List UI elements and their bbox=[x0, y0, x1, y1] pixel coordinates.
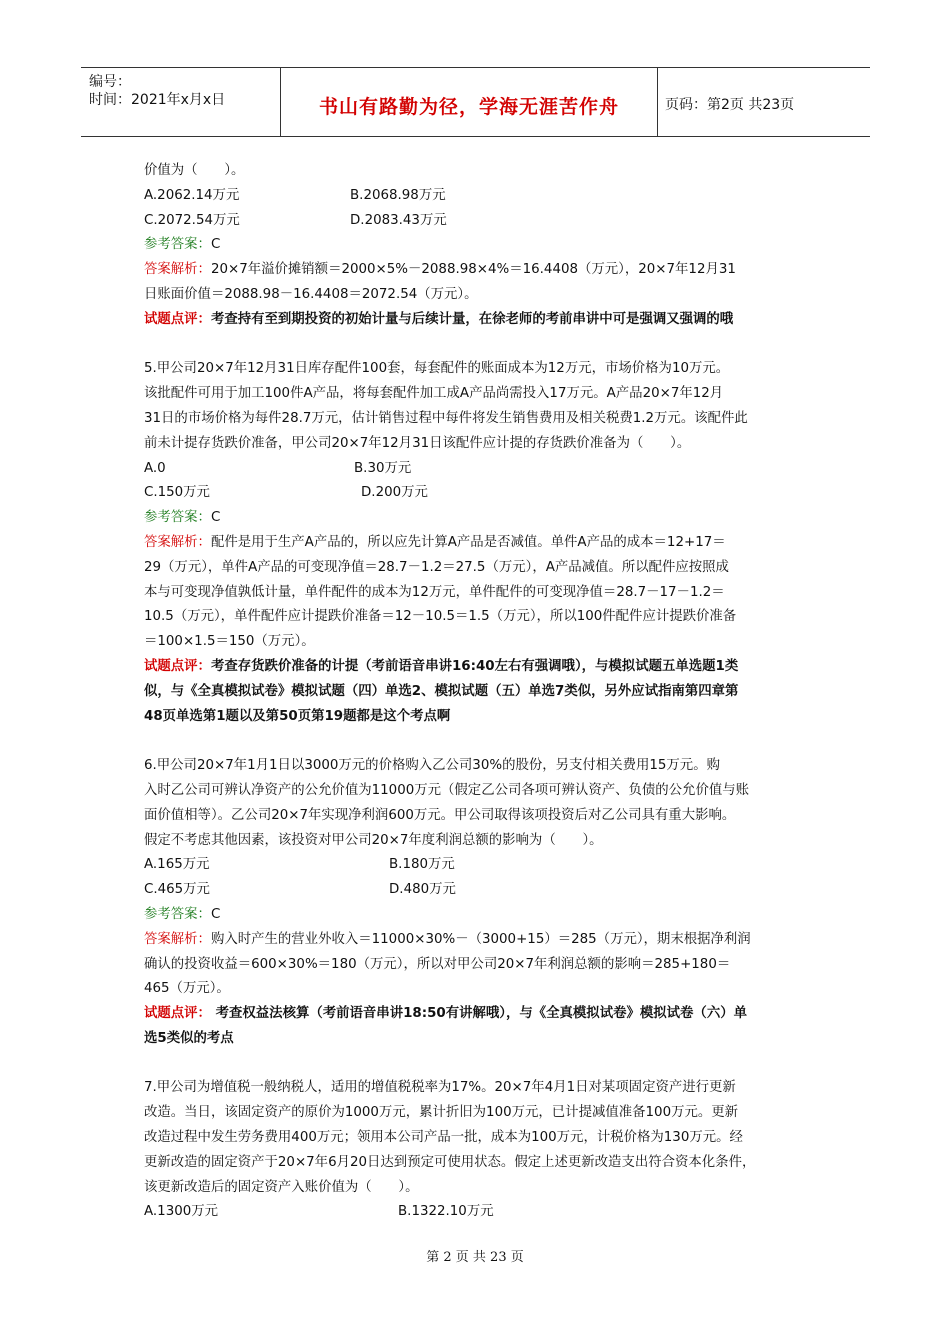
q7-stem-line: 改造。当日，该固定资产的原价为1000万元，累计折旧为100万元，已计提减值准备100万元。更新 bbox=[144, 1105, 739, 1121]
q7-stem-line: 改造过程中发生劳务费用400万元；领用本公司产品一批，成本为100万元，计税价格为130万元。经 bbox=[144, 1130, 743, 1146]
motto: 书山有路勤为径，学海无涯苦作舟 bbox=[318, 96, 619, 118]
q4-options-cd bbox=[144, 209, 814, 234]
q6-comment-line: 选5类似的考点 bbox=[144, 1030, 234, 1046]
header-page-info: 页码：第2页 共23页 bbox=[665, 97, 795, 113]
q4-option-c: C.2072.54万元 bbox=[144, 212, 240, 228]
q4-option-d: D.2083.43万元 bbox=[350, 212, 447, 228]
answer-value: C bbox=[210, 237, 221, 253]
header-motto-cell bbox=[281, 68, 658, 136]
q6-explain-line: 确认的投资收益＝600×30%＝180（万元），所以对甲公司20×7年利润总额的影响＝285+180＝ bbox=[144, 956, 731, 972]
date-line: 时间：2021年x月x日 bbox=[89, 92, 226, 108]
q6-options-cd bbox=[144, 878, 814, 903]
q6-option-a: A.165万元 bbox=[144, 857, 210, 873]
q5-answer bbox=[144, 506, 814, 531]
q6-option-c: C.465万元 bbox=[144, 882, 210, 898]
explain-label: 答案解析： bbox=[144, 931, 211, 947]
q5-explain-line bbox=[144, 531, 814, 556]
q4-option-a: A.2062.14万元 bbox=[144, 187, 240, 203]
q4-explain-line: 日账面价值＝2088.98－16.4408＝2072.54（万元）。 bbox=[144, 286, 478, 302]
q4-option-b: B.2068.98万元 bbox=[350, 187, 446, 203]
q6-options-ab bbox=[144, 853, 814, 878]
explain-text: 20×7年溢价摊销额＝2000×5%－2088.98×4%＝16.4408（万元），20×7年12月31 bbox=[210, 262, 736, 278]
q5-stem-line: 5.甲公司20×7年12月31日库存配件100套，每套配件的账面成本为12万元，市场价格为10万元。 bbox=[144, 361, 730, 377]
q6-answer bbox=[144, 903, 814, 928]
q7-option-b: B.1322.10万元 bbox=[398, 1204, 494, 1220]
q6-stem-line: 面价值相等）。乙公司20×7年实现净利润600万元。甲公司取得该项投资后对乙公司具有重大影响。 bbox=[144, 807, 736, 823]
q6-comment bbox=[144, 1002, 814, 1027]
q5-stem-line: 前未计提存货跌价准备，甲公司20×7年12月31日该配件应计提的存货跌价准备为（ ）。 bbox=[144, 435, 691, 451]
page-header bbox=[81, 67, 870, 137]
explain-label: 答案解析： bbox=[144, 534, 211, 550]
q5-comment-line: 48页单选第1题以及第50页第19题都是这个考点啊 bbox=[144, 708, 451, 724]
q6-stem-line: 6.甲公司20×7年1月1日以3000万元的价格购入乙公司30%的股份，另支付相关费用15万元。购 bbox=[144, 758, 720, 774]
q7-stem-line: 7.甲公司为增值税一般纳税人，适用的增值税税率为17%。20×7年4月1日对某项固定资产进行更新 bbox=[144, 1080, 736, 1096]
q5-explain-line: 10.5（万元），单件配件应计提跌价准备＝12－10.5＝1.5（万元），所以100件配件应计提跌价准备 bbox=[144, 609, 737, 625]
q5-stem-line: 31日的市场价格为每件28.7万元，估计销售过程中每件将发生销售费用及相关税费1.2万元。该配件此 bbox=[144, 410, 748, 426]
q5-explain-line: 本与可变现净值孰低计量，单件配件的成本为12万元，单件配件的可变现净值＝28.7－17－1.2＝ bbox=[144, 584, 725, 600]
answer-value: C bbox=[210, 906, 221, 922]
comment-label: 试题点评： bbox=[144, 311, 211, 327]
q4-explain-line bbox=[144, 258, 814, 283]
q5-option-b: B.30万元 bbox=[354, 460, 412, 476]
q5-option-a: A.0 bbox=[144, 460, 166, 476]
q6-explain-line: 465（万元）。 bbox=[144, 981, 230, 997]
q5-comment bbox=[144, 655, 814, 680]
document-body bbox=[144, 159, 814, 1225]
q4-answer bbox=[144, 233, 814, 258]
q7-stem-line: 该更新改造后的固定资产入账价值为（ ）。 bbox=[144, 1179, 419, 1195]
comment-label: 试题点评： bbox=[144, 658, 211, 674]
q4-stem-end: 价值为（ ）。 bbox=[144, 163, 245, 178]
answer-label: 参考答案： bbox=[144, 510, 211, 526]
q6-option-b: B.180万元 bbox=[389, 857, 455, 873]
comment-text: 考查持有至到期投资的初始计量与后续计量，在徐老师的考前串讲中可是强调又强调的哦 bbox=[210, 311, 734, 327]
answer-value: C bbox=[210, 510, 221, 526]
comment-label: 试题点评： bbox=[144, 1006, 211, 1022]
answer-label: 参考答案： bbox=[144, 906, 211, 922]
q5-options-ab bbox=[144, 457, 814, 482]
answer-label: 参考答案： bbox=[144, 237, 211, 253]
q5-stem-line: 该批配件可用于加工100件A产品，将每套配件加工成A产品尚需投入17万元。A产品20×7年12月 bbox=[144, 386, 724, 402]
q4-options-ab bbox=[144, 184, 814, 209]
q7-options-ab bbox=[144, 1200, 814, 1225]
q6-stem-line: 假定不考虑其他因素，该投资对甲公司20×7年度利润总额的影响为（ ）。 bbox=[144, 832, 603, 848]
q6-stem-line: 入时乙公司可辨认净资产的公允价值为11000万元（假定乙公司各项可辨认资产、负债的公允价值与账 bbox=[144, 782, 750, 798]
explain-label: 答案解析： bbox=[144, 262, 211, 278]
q5-option-c: C.150万元 bbox=[144, 485, 210, 501]
q6-explain-line bbox=[144, 928, 814, 953]
q5-option-d: D.200万元 bbox=[361, 485, 428, 501]
comment-text: 考查存货跌价准备的计提（考前语音串讲16:40左右有强调哦），与模拟试题五单选题1类 bbox=[210, 658, 739, 674]
q5-options-cd bbox=[144, 481, 814, 506]
q7-stem-line: 更新改造的固定资产于20×7年6月20日达到预定可使用状态。假定上述更新改造支出符合资本化条件， bbox=[144, 1154, 756, 1170]
q5-explain-line: ＝100×1.5＝150（万元）。 bbox=[144, 634, 315, 650]
explain-text: 配件是用于生产A产品的，所以应先计算A产品是否减值。单件A产品的成本＝12+17＝ bbox=[210, 534, 726, 550]
header-meta-cell bbox=[81, 68, 281, 136]
q7-option-a: A.1300万元 bbox=[144, 1204, 219, 1220]
q6-option-d: D.480万元 bbox=[389, 882, 456, 898]
q5-comment-line: 似，与《全真模拟试卷》模拟试题（四）单选2、模拟试题（五）单选7类似，另外应试指南第四章第 bbox=[144, 683, 739, 699]
explain-text: 购入时产生的营业外收入＝11000×30%－（3000+15）＝285（万元），期末根据净利润 bbox=[210, 931, 751, 947]
q5-explain-line: 29（万元），单件A产品的可变现净值＝28.7－1.2＝27.5（万元），A产品减值。所以配件应按照成 bbox=[144, 559, 729, 575]
serial-label: 编号： bbox=[89, 74, 131, 90]
q4-comment bbox=[144, 308, 814, 333]
comment-text: 考查权益法核算（考前语音串讲18:50有讲解哦），与《全真模拟试卷》模拟试卷（六）单 bbox=[210, 1006, 747, 1022]
page-footer: 第 2 页 共 23 页 bbox=[426, 1250, 524, 1265]
